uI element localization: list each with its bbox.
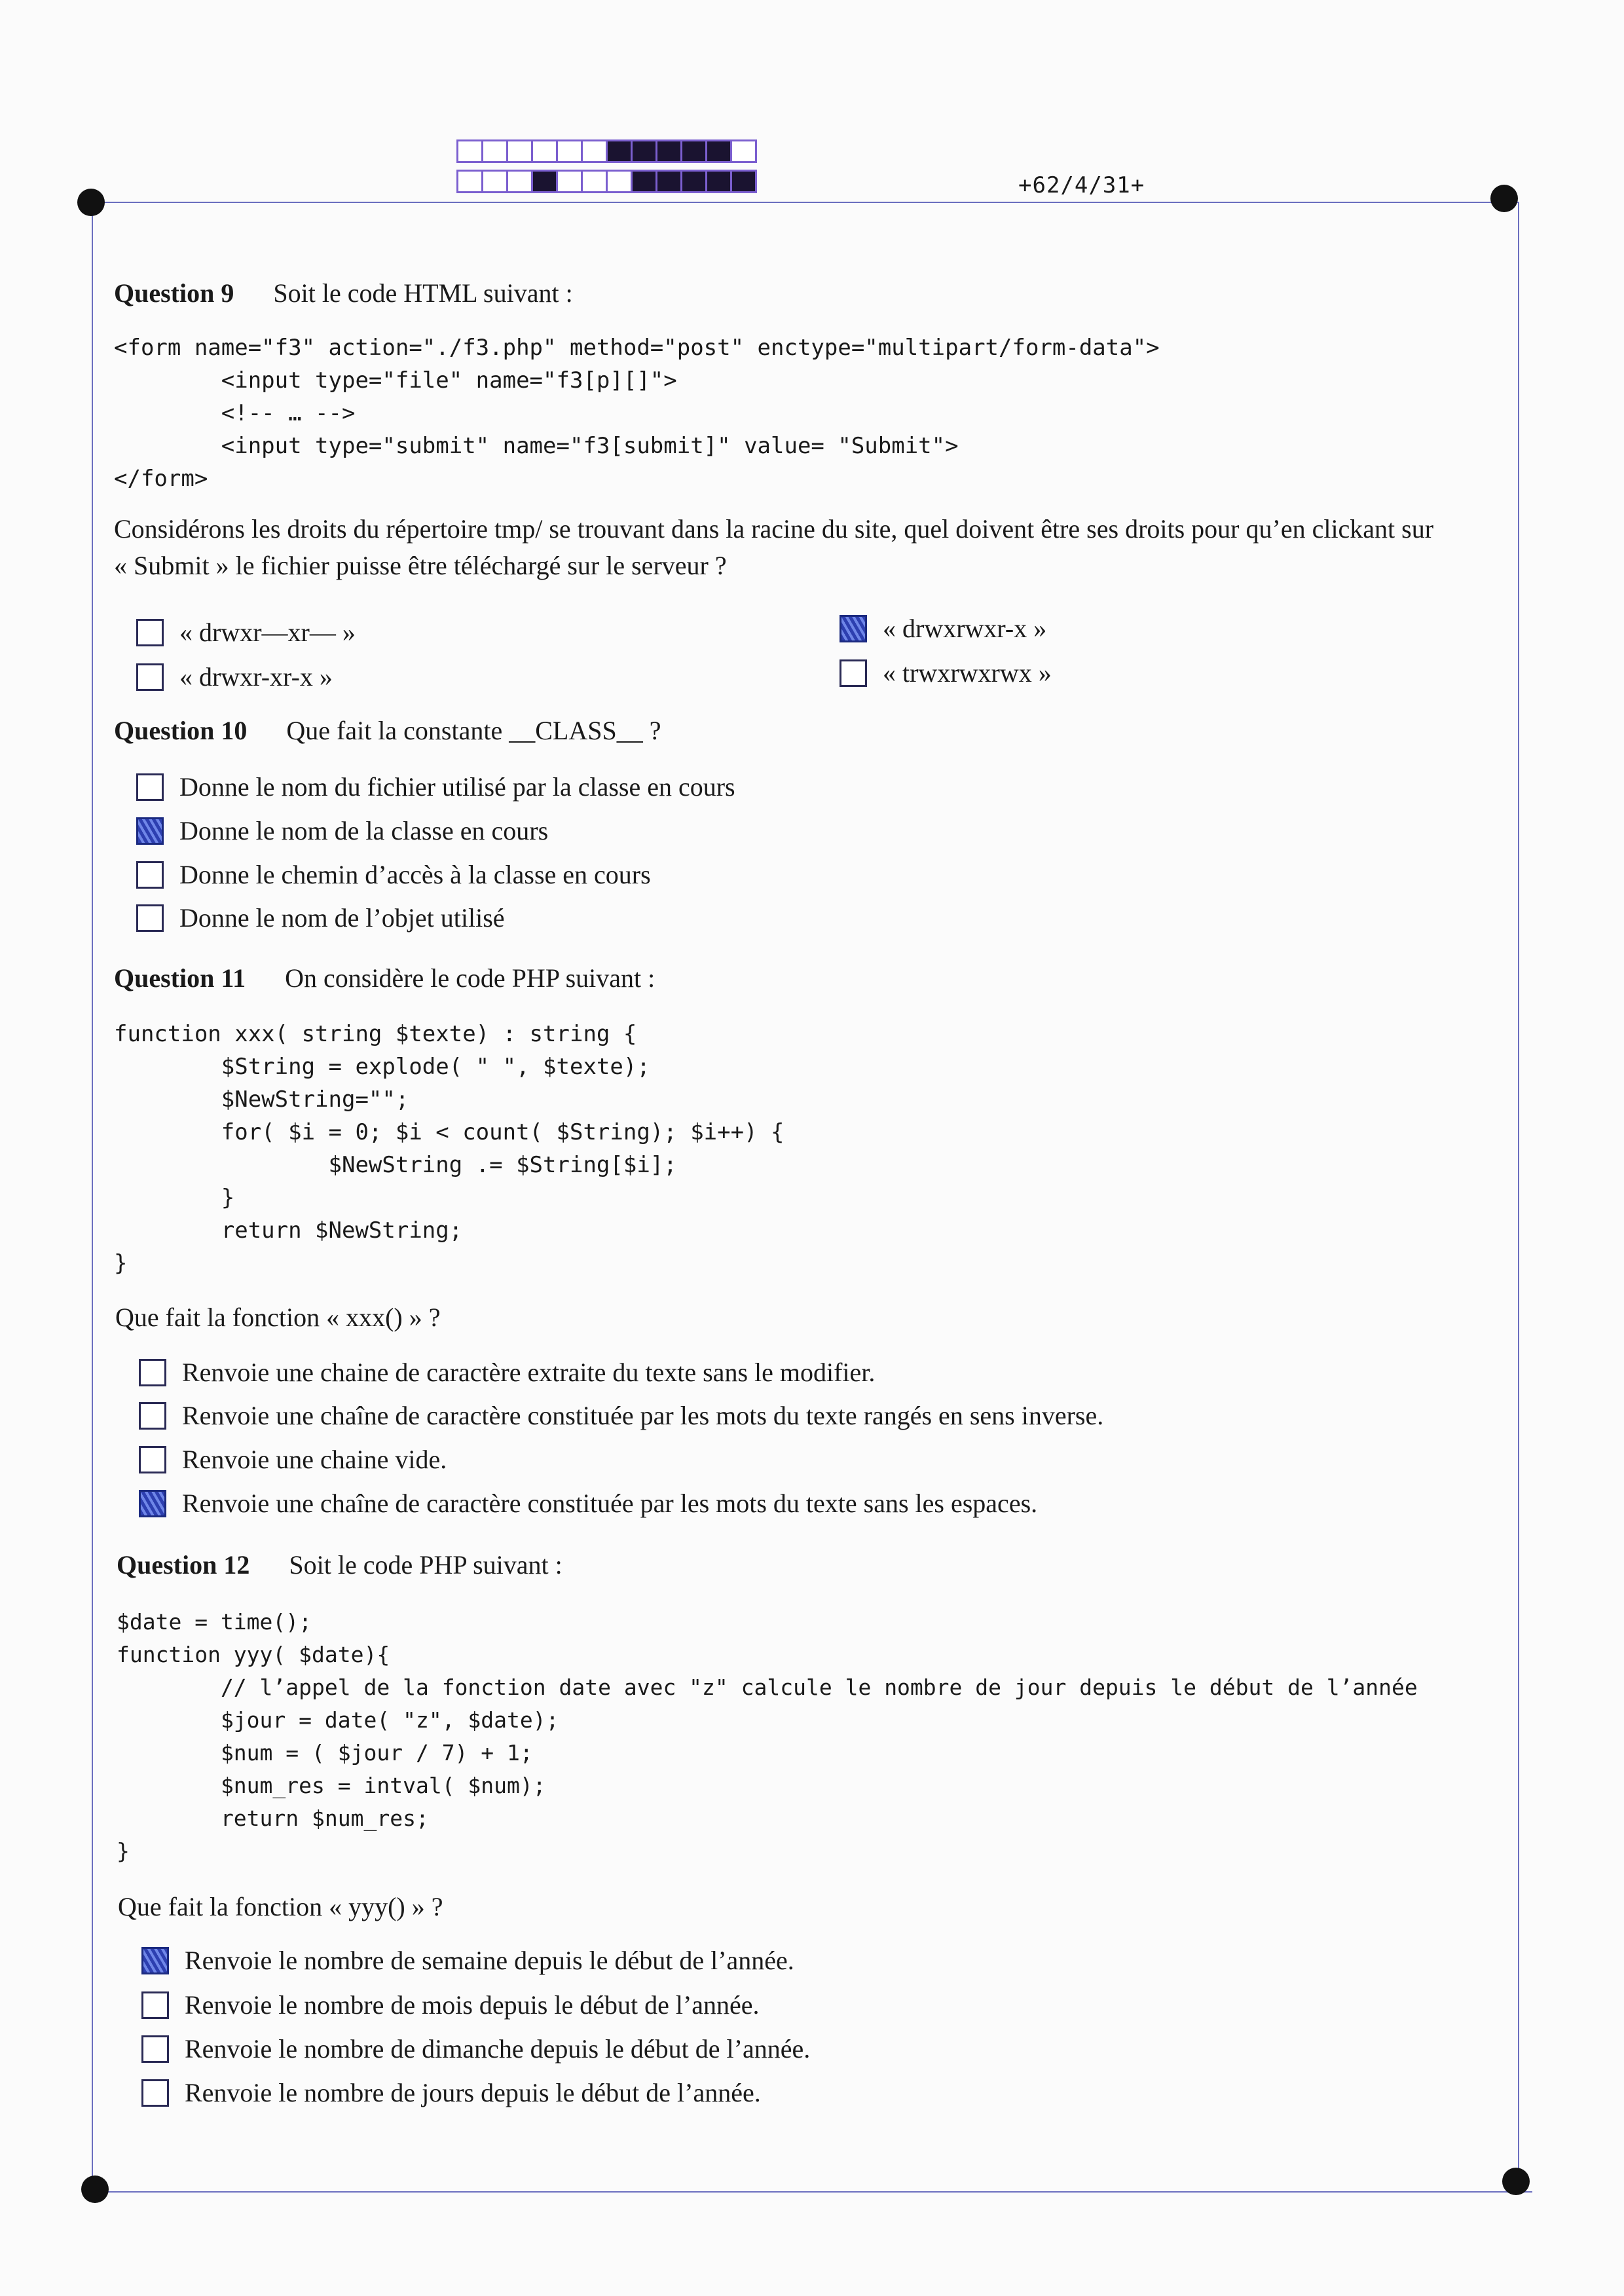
barcode-cell [483,141,506,161]
q11-option-4-label: Renvoie une chaîne de caractère constituée par les mots du texte sans les espaces. [182,1489,1038,1518]
q9-option-2-label: « drwxrwxr-x » [883,614,1047,643]
q11-option-3-label: Renvoie une chaine vide. [182,1445,447,1474]
barcode-cell [732,141,755,161]
q10-option-1-checkbox[interactable] [136,773,164,801]
q12-option-2-label: Renvoie le nombre de mois depuis le début de l’année. [185,1990,760,2020]
barcode-cell [657,141,680,161]
barcode-cell [707,172,730,191]
question-9-header [114,278,573,308]
question-11-code: function xxx( string $texte) : string { $String = explode( " ", $texte); $NewString=""; for( $i = 0; $i < count( $String); $i++) { $NewString .= $String[$i]; } return $NewString; } [114,1021,784,1276]
registration-mark-bottom-right [1502,2168,1530,2195]
q12-option-4[interactable] [141,2077,761,2108]
barcode-cell [608,172,631,191]
sheet-barcode [456,139,757,193]
q9-option-2-checkbox[interactable] [840,615,867,642]
q9-option-2[interactable] [840,613,1046,644]
q10-option-1-label: Donne le nom du fichier utilisé par la classe en cours [179,772,735,802]
registration-mark-top-left [77,189,105,216]
q10-option-2[interactable] [136,815,548,846]
q10-option-3-checkbox[interactable] [136,861,164,889]
q12-option-3-checkbox[interactable] [141,2035,169,2063]
q9-option-1-label: « drwxr—xr— » [179,618,356,647]
barcode-cell [633,172,655,191]
question-11-label: Question 11 [114,963,246,993]
q9-option-3-label: « drwxr-xr-x » [179,662,333,692]
barcode-cell [608,141,631,161]
frame-bottom-line [92,2191,1532,2193]
q10-option-3[interactable] [136,859,651,890]
q12-option-2-checkbox[interactable] [141,1991,169,2019]
barcode-cell [707,141,730,161]
barcode-cell [508,141,531,161]
q11-option-3-checkbox[interactable] [139,1446,166,1473]
question-10-header [114,715,661,746]
q11-option-3[interactable] [139,1444,447,1475]
q11-option-1[interactable] [139,1357,875,1388]
q12-option-3[interactable] [141,2033,810,2064]
question-11-prompt: Que fait la fonction « xxx() » ? [115,1303,441,1332]
q11-option-1-checkbox[interactable] [139,1359,166,1386]
barcode-cell [583,172,606,191]
question-9-prompt [114,511,1502,584]
q12-option-3-label: Renvoie le nombre de dimanche depuis le début de l’année. [185,2034,811,2064]
q11-option-2-label: Renvoie une chaîne de caractère constituée par les mots du texte rangés en sens inverse. [182,1401,1104,1430]
frame-top-line [92,202,1519,203]
barcode-cell [682,172,705,191]
q11-option-1-label: Renvoie une chaine de caractère extraite du texte sans le modifier. [182,1358,876,1387]
question-12-text: Soit le code PHP suivant : [289,1550,563,1580]
barcode-cell [458,172,481,191]
barcode-cell [533,172,556,191]
q12-option-1-label: Renvoie le nombre de semaine depuis le début de l’année. [185,1946,794,1975]
question-9-text: Soit le code HTML suivant : [273,278,573,308]
question-10-label: Question 10 [114,716,248,745]
q10-option-4-label: Donne le nom de l’objet utilisé [179,903,505,933]
barcode-cell [657,172,680,191]
q9-option-1[interactable] [136,617,356,648]
q10-option-4-checkbox[interactable] [136,904,164,932]
q12-option-1[interactable] [141,1945,794,1976]
q10-option-4[interactable] [136,902,505,933]
q12-option-1-checkbox[interactable] [141,1947,169,1974]
barcode-cell [533,141,556,161]
q11-option-2-checkbox[interactable] [139,1402,166,1430]
q9-option-4-label: « trwxrwxrwx » [883,658,1052,688]
barcode-row-1 [456,139,757,163]
barcode-cell [558,172,581,191]
q10-option-3-label: Donne le chemin d’accès à la classe en cours [179,860,651,889]
question-12-header [117,1549,563,1580]
q10-option-2-label: Donne le nom de la classe en cours [179,816,549,845]
barcode-cell [583,141,606,161]
question-12-prompt: Que fait la fonction « yyy() » ? [118,1892,443,1921]
q10-option-1[interactable] [136,771,735,802]
barcode-cell [633,141,655,161]
q11-option-2[interactable] [139,1400,1103,1431]
question-9-code: <form name="f3" action="./f3.php" method="post" enctype="multipart/form-data"> <input type="file" name="f3[p][]"> <!-- … --> <input type="submit" name="f3[submit]" value= "Submit"> </form> [114,335,1160,492]
barcode-cell [558,141,581,161]
question-12-label: Question 12 [117,1550,250,1580]
frame-left-line [92,202,93,2193]
q12-option-4-checkbox[interactable] [141,2079,169,2107]
registration-mark-bottom-left [81,2176,109,2203]
question-10-text: Que fait la constante __CLASS__ ? [286,716,661,745]
question-9-label: Question 9 [114,278,234,308]
question-9-prompt-line-1: Considérons les droits du répertoire tmp/ se trouvant dans la racine du site, quel doivent être ses droits pour qu’en clickant sur [114,514,1434,544]
q11-option-4-checkbox[interactable] [139,1490,166,1517]
q12-option-2[interactable] [141,1990,760,2020]
registration-mark-top-right [1490,185,1518,212]
q9-option-1-checkbox[interactable] [136,619,164,646]
page-id: +62/4/31+ [1018,172,1145,198]
barcode-cell [508,172,531,191]
question-11-text: On considère le code PHP suivant : [285,963,655,993]
barcode-row-2 [456,170,757,193]
barcode-cell [682,141,705,161]
frame-right-line [1518,202,1519,2193]
q9-option-3-checkbox[interactable] [136,663,164,691]
q9-option-4[interactable] [840,657,1052,688]
q9-option-4-checkbox[interactable] [840,659,867,687]
question-9-prompt-line-2: « Submit » le fichier puisse être téléchargé sur le serveur ? [114,551,727,580]
q12-option-4-label: Renvoie le nombre de jours depuis le début de l’année. [185,2078,761,2107]
q10-option-2-checkbox[interactable] [136,817,164,845]
question-12-code: $date = time(); function yyy( $date){ // l’appel de la fonction date avec "z" calcule le nombre de jour depuis le début de l’année $jour = date( "z", $date); $num = ( $jour / 7) + 1; $num_res = intval( $num); return $num_res; } [117,1609,1418,1864]
q9-option-3[interactable] [136,661,333,692]
barcode-cell [732,172,755,191]
barcode-cell [483,172,506,191]
question-11-header [114,963,655,993]
barcode-cell [458,141,481,161]
q11-option-4[interactable] [139,1488,1037,1519]
